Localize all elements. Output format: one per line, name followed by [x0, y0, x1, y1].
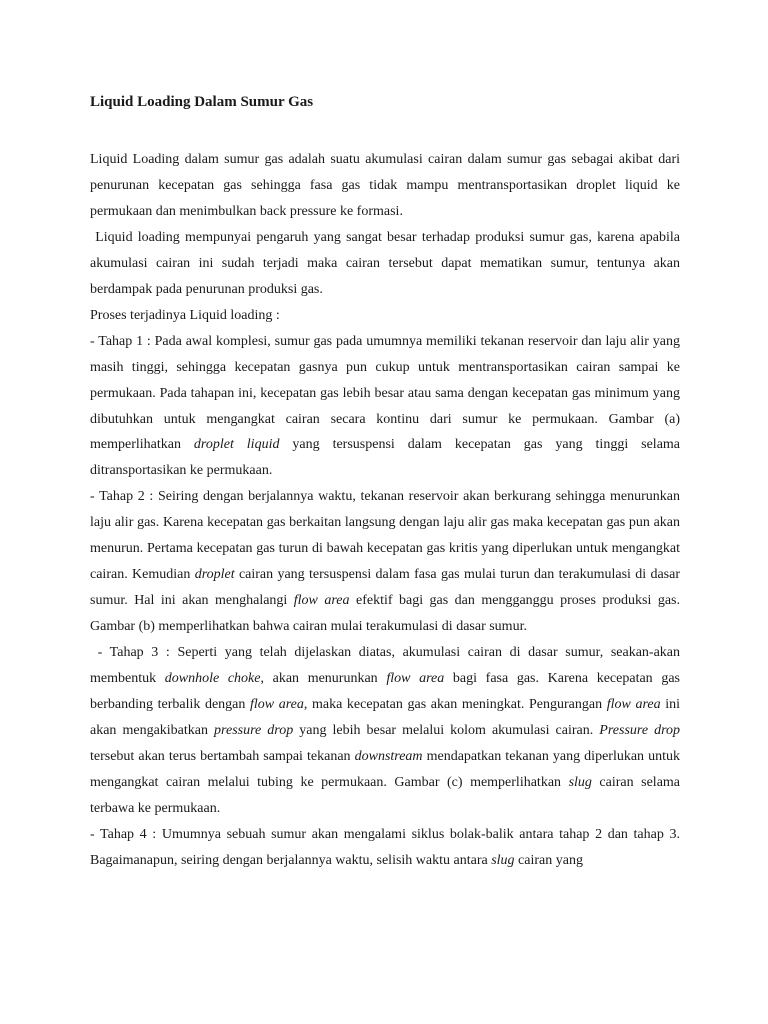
text-run: Liquid loading mempunyai pengaruh yang sangat besar terhadap produksi sumur gas, karena apabila akumulasi cairan ini sudah terjadi maka cairan tersebut dapat mematikan sumur, tentunya akan berdampak pada penurunan produksi gas. — [90, 229, 681, 297]
text-run: - Tahap 3 : Seperti yang telah dijelaskan diatas, akumulasi cairan di dasar sumur, seakan-akan membentuk — [90, 645, 681, 687]
text-run: , akan menurunkan — [260, 671, 387, 687]
text-run: yang lebih besar melalui kolom akumulasi cairan. — [293, 722, 600, 738]
paragraph — [90, 225, 680, 303]
italic-term: slug — [568, 774, 592, 790]
italic-term: droplet — [194, 567, 235, 583]
italic-term: Pressure drop — [599, 722, 681, 738]
text-run: - Tahap 4 : Umumnya sebuah sumur akan mengalami siklus bolak-balik antara tahap 2 dan tahap 3. Bagaimanapun, seiring dengan berjalannya waktu, selisih waktu antara — [90, 826, 680, 868]
italic-term: flow area — [386, 671, 445, 687]
italic-term: pressure drop — [214, 722, 294, 738]
paragraph — [90, 303, 680, 329]
italic-term: flow area — [293, 593, 350, 609]
italic-term: slug — [491, 852, 515, 868]
text-run: cairan selama terbawa ke permukaan. — [90, 774, 681, 816]
italic-term: flow area — [606, 697, 661, 713]
text-run: - Tahap 2 : Seiring dengan berjalannya waktu, tekanan reservoir akan berkurang sehingga menurunkan laju alir gas. Karena kecepatan gas berkaitan langsung dengan laju alir gas maka kecepatan gas pun akan menurun. Pertama kecepatan gas turun di bawah kecepatan gas kritis yang diperlukan untuk mengangkat cairan. Kemudian — [90, 489, 680, 583]
text-run: efektif bagi gas dan mengganggu proses produksi gas. Gambar (b) memperlihatkan bahwa cairan mulai terakumulasi di dasar sumur. — [90, 593, 680, 635]
text-run: cairan yang tersuspensi dalam fasa gas mulai turun dan terakumulasi di dasar sumur. Hal ini akan menghalangi — [90, 567, 681, 609]
text-run: yang tersuspensi dalam kecepatan gas yang tinggi selama ditransportasikan ke permukaan. — [90, 437, 681, 479]
text-run: ini akan mengakibatkan — [90, 697, 681, 738]
paragraph — [90, 640, 680, 822]
text-run: Liquid Loading dalam sumur gas adalah suatu akumulasi cairan dalam sumur gas sebagai akibat dari penurunan kecepatan gas sehingga fasa gas tidak mampu mentransportasikan droplet liquid ke permukaan dan menimbulkan back pressure ke formasi. — [90, 152, 680, 219]
text-run: - Tahap 1 : Pada awal komplesi, sumur gas pada umumnya memiliki tekanan reservoir dan laju alir yang masih tinggi, sehingga kecepatan gasnya pun cukup untuk mentransportasikan cairan sampai ke permukaan. Pada tahapan ini, kecepatan gas lebih besar atau sama dengan kecepatan gas minimum yang dibutuhkan untuk mengangkat cairan secara kontinu dari sumur ke permukaan. Gambar (a) memperlihatkan — [90, 333, 680, 453]
text-run: Proses terjadinya Liquid loading : — [90, 307, 280, 323]
paragraph-indent — [90, 645, 98, 660]
italic-term: droplet liquid — [193, 437, 280, 453]
italic-term: downhole choke — [164, 671, 261, 687]
paragraph — [90, 147, 680, 225]
text-run: mendapatkan tekanan yang diperlukan untuk mengangkat cairan melalui tubing ke permukaan. Gambar (c) memperlihatkan — [90, 748, 680, 790]
text-run: , maka kecepatan gas akan meningkat. Pengurangan — [303, 697, 607, 713]
text-run: bagi fasa gas. Karena kecepatan gas berbanding terbalik dengan — [90, 671, 680, 713]
document-title: Liquid Loading Dalam Sumur Gas — [90, 94, 314, 110]
text-run: tersebut akan terus bertambah sampai tekanan — [90, 748, 355, 764]
document-body — [90, 147, 680, 874]
paragraph — [90, 484, 680, 640]
text-run: cairan yang — [514, 852, 583, 868]
paragraph — [90, 822, 680, 874]
paragraph — [90, 329, 680, 485]
italic-term: downstream — [354, 748, 423, 764]
italic-term: flow area — [250, 697, 304, 713]
